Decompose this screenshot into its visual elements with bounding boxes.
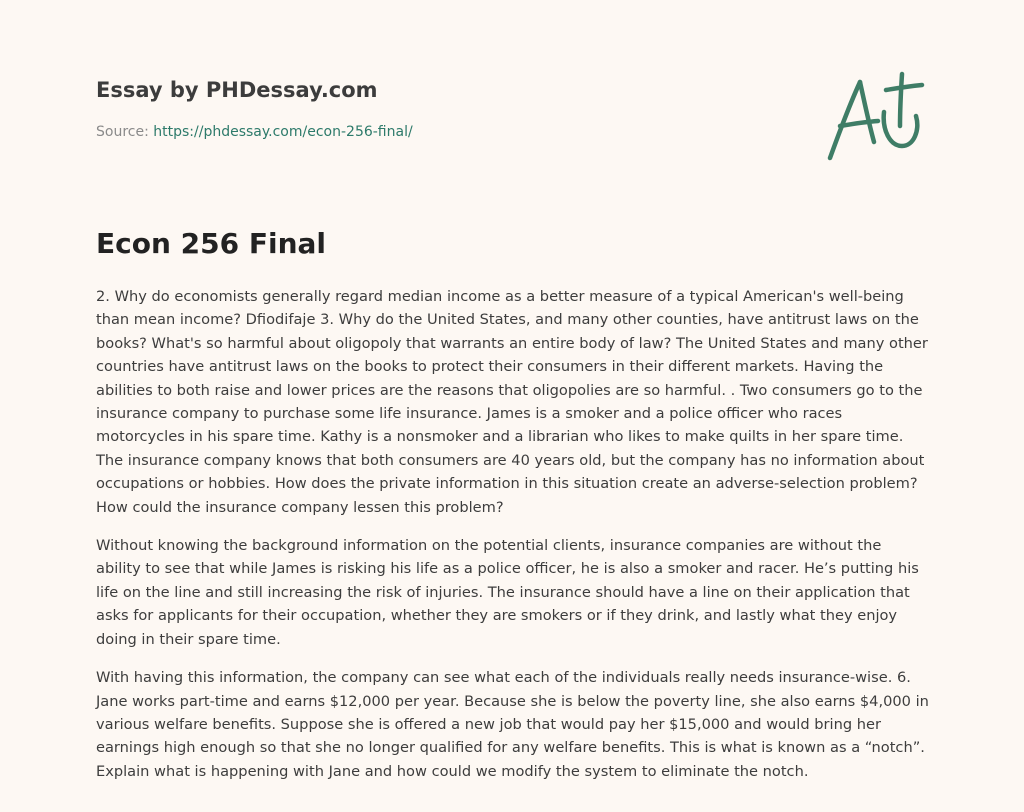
source-line xyxy=(96,122,696,142)
paragraph: 2. Why do economists generally regard median income as a better measure of a typical American's well-being than mean income? Dfiodifaje 3. Why do the United States, and many other counties, have antitrust laws on the books? What's so harmful about oligopoly that warrants an entire body of law? The United States and many other countries have antitrust laws on the books to protect their consumers in their different markets. Having the abilities to both raise and lower prices are the reasons that oligopolies are so harmful. . Two consumers go to the insurance company to purchase some life insurance. James is a smoker and a police officer who races motorcycles in his spare time. Kathy is a nonsmoker and a librarian who likes to make quilts in her spare time. The insurance company knows that both consumers are 40 years old, but the company has no information about occupations or hobbies. How does the private information in this situation create an adverse-selection problem? How could the insurance company lessen this problem? xyxy=(96,288,928,516)
page-header xyxy=(96,76,696,142)
paragraph: Without knowing the background information on the potential clients, insurance companies are without the ability to see that while James is risking his life as a police officer, he is also a smoker and racer. He’s putting his life on the line and still increasing the risk of injuries. The insurance should have a line on their application that asks for applicants for their occupation, whether they are smokers or if they drink, and lastly what they enjoy doing in their spare time. xyxy=(96,537,919,648)
source-label: Source: xyxy=(96,124,154,140)
page-title: Econ 256 Final xyxy=(96,227,326,260)
article-body xyxy=(96,285,930,798)
a-plus-logo-icon xyxy=(822,68,928,164)
paragraph: With having this information, the company can see what each of the individuals really needs insurance-wise. 6. Jane works part-time and earns $12,000 per year. Because she is below the poverty line, she also earns $4,000 in various welfare benefits. Suppose she is offered a new job that would pay her $15,000 and would bring her earnings high enough so that she no longer qualified for any welfare benefits. This is what is known as a “notch”. Explain what is happening with Jane and how could we modify the system to eliminate the notch. xyxy=(96,669,929,780)
brand-title: Essay by PHDessay.com xyxy=(96,78,378,102)
source-link[interactable]: https://phdessay.com/econ-256-final/ xyxy=(153,124,413,140)
